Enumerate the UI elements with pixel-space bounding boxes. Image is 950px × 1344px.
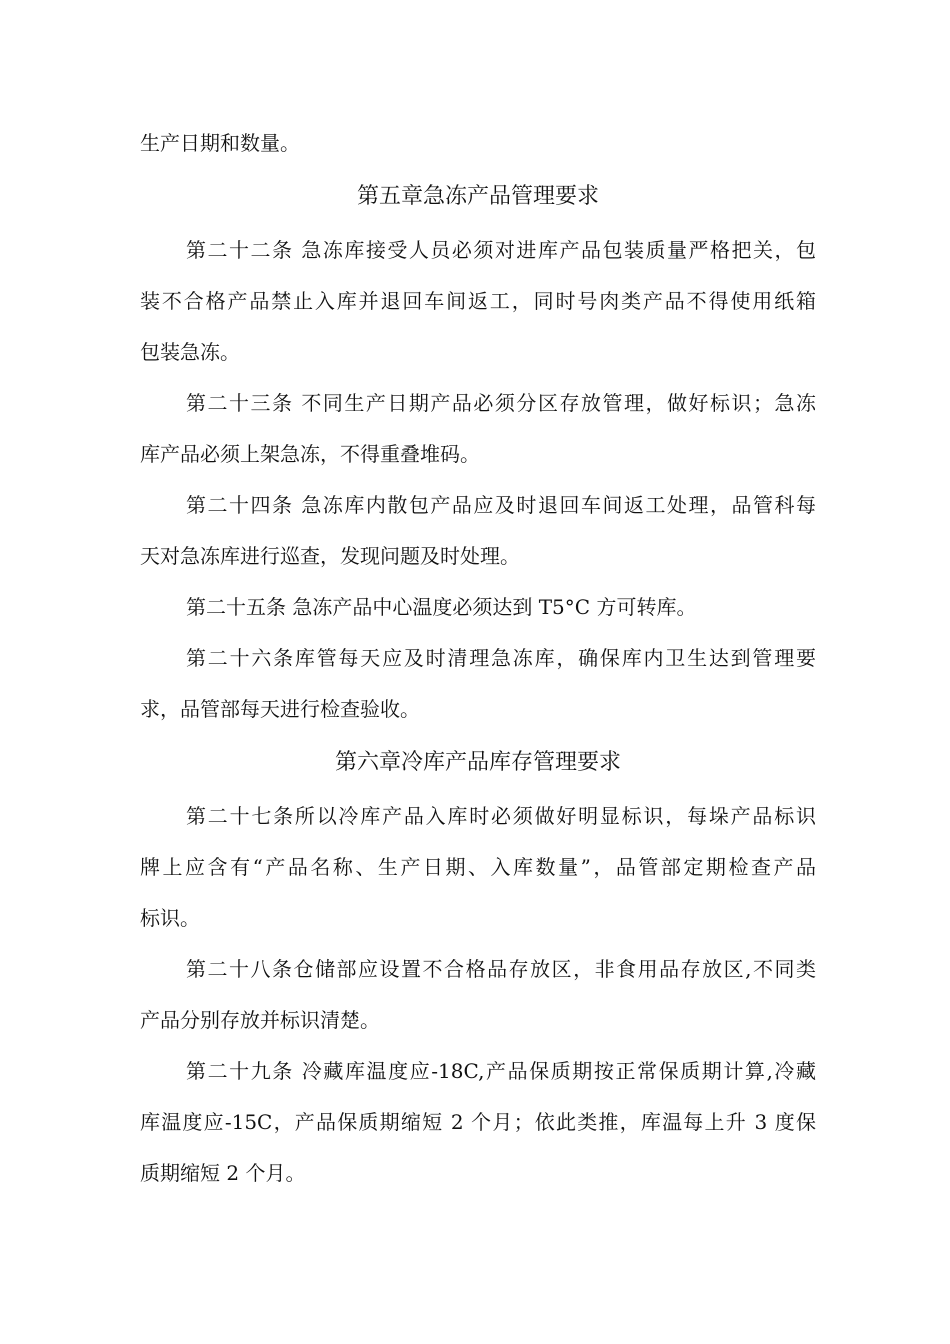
- article-26: [140, 633, 816, 735]
- article-29: [140, 1046, 816, 1199]
- paragraph-line: 第二十六条库管每天应及时清理急冻库，确保库内卫生达到管理要: [186, 646, 816, 670]
- paragraph-line: 第二十五条 急冻产品中心温度必须达到 T5°C 方可转库。: [186, 595, 697, 619]
- paragraph-line: 第二十二条 急冻库接受人员必须对进库产品包装质量严格把关，包: [186, 238, 816, 262]
- paragraph-line: 装不合格产品禁止入库并退回车间返工，同时号肉类产品不得使用纸箱: [140, 289, 816, 313]
- paragraph-line: 第二十七条所以冷库产品入库时必须做好明显标识，每垛产品标识: [186, 804, 816, 828]
- intro-line: 生产日期和数量。: [140, 131, 300, 155]
- document-body: [140, 118, 816, 1199]
- article-27: [140, 791, 816, 944]
- paragraph-line: 第二十八条仓储部应设置不合格品存放区，非食用品存放区,不同类: [186, 957, 816, 981]
- article-25: [140, 582, 816, 633]
- paragraph-line: 库产品必须上架急冻，不得重叠堆码。: [140, 442, 480, 466]
- paragraph-line: 第二十四条 急冻库内散包产品应及时退回车间返工处理，品管科每: [186, 493, 816, 517]
- article-28: [140, 944, 816, 1046]
- paragraph-line: 产品分别存放并标识清楚。: [140, 1008, 380, 1032]
- paragraph-line: 标识。: [140, 906, 200, 930]
- chapter-6-title: 第六章冷库产品库存管理要求: [334, 750, 621, 775]
- paragraph-line: 第二十九条 冷藏库温度应-18C,产品保质期按正常保质期计算,冷藏: [186, 1059, 816, 1083]
- paragraph-line: 库温度应-15C，产品保质期缩短 2 个月；依此类推，库温每上升 3 度保: [140, 1110, 816, 1134]
- paragraph-line: 天对急冻库进行巡查，发现问题及时处理。: [140, 544, 520, 568]
- chapter-5-title: 第五章急冻产品管理要求: [356, 184, 599, 209]
- paragraph-line: 包装急冻。: [140, 340, 240, 364]
- article-22: [140, 225, 816, 378]
- article-23: [140, 378, 816, 480]
- paragraph-line: 牌上应含有“产品名称、生产日期、入库数量”，品管部定期检查产品: [140, 855, 816, 879]
- paragraph-line: 求，品管部每天进行检查验收。: [140, 697, 420, 721]
- paragraph-line: 第二十三条 不同生产日期产品必须分区存放管理，做好标识；急冻: [186, 391, 816, 415]
- article-24: [140, 480, 816, 582]
- paragraph-line: 质期缩短 2 个月。: [140, 1161, 306, 1185]
